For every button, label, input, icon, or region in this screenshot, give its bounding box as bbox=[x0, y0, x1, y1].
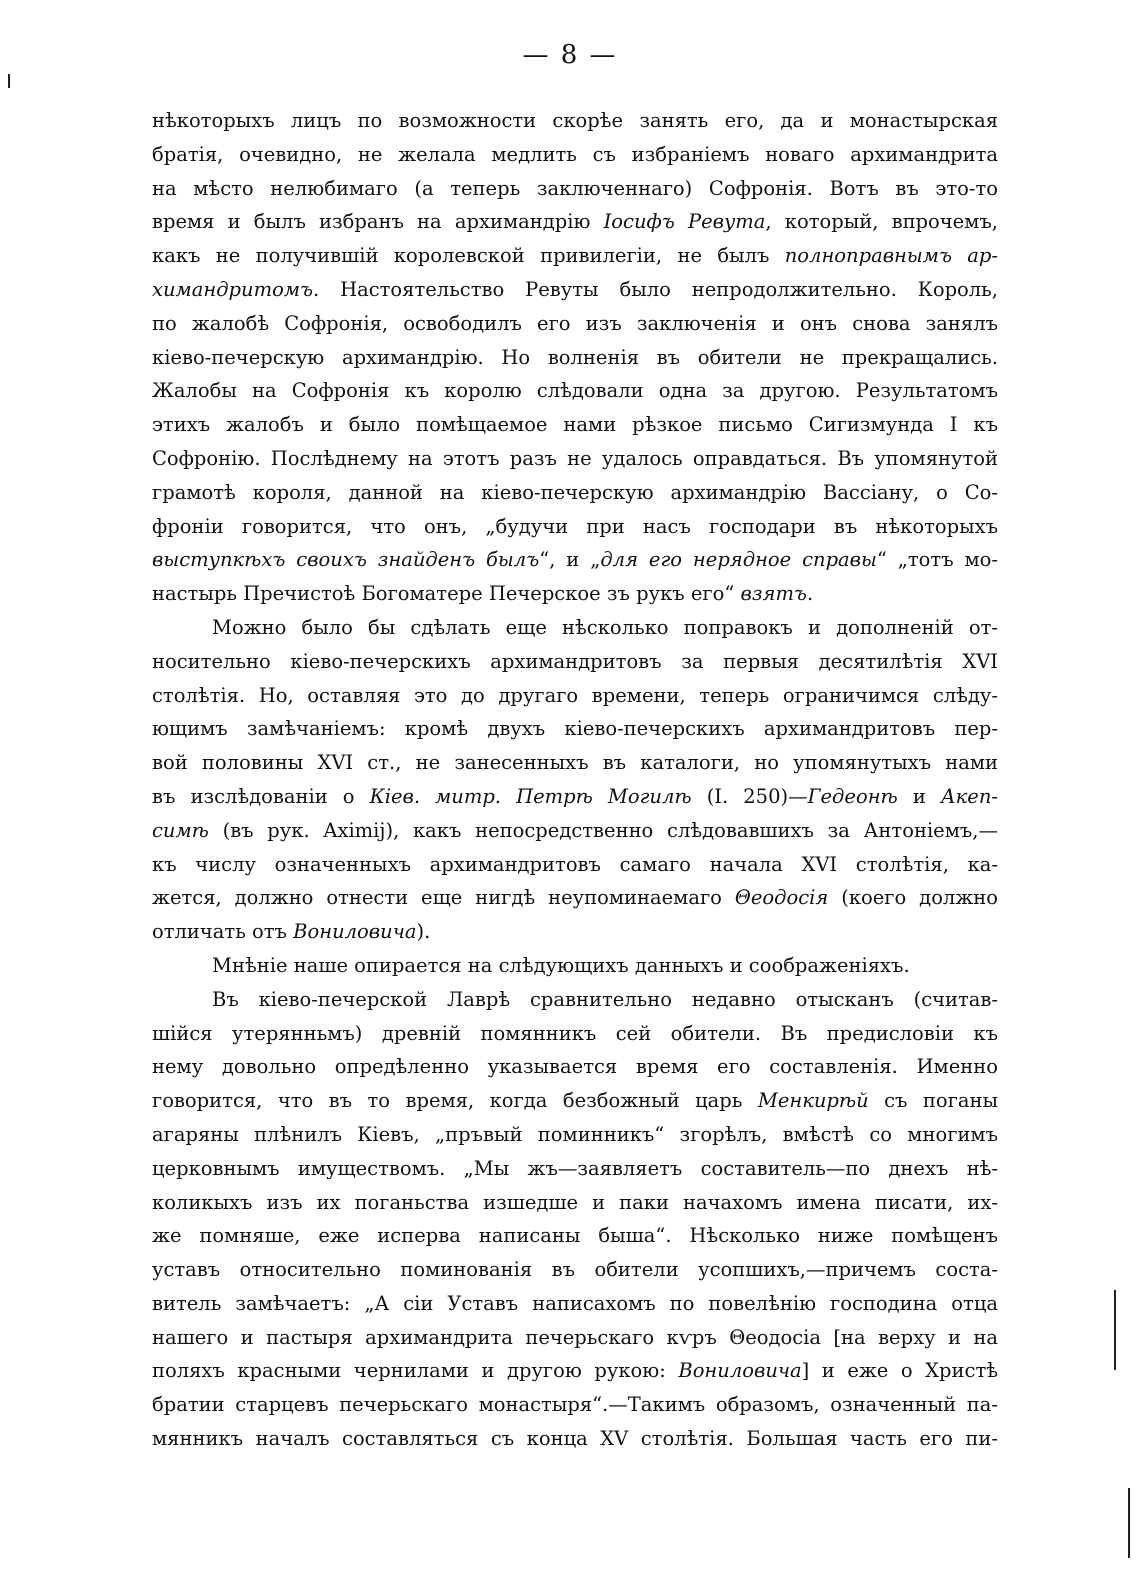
text-line bbox=[152, 374, 998, 408]
text-segment: . Настоятельство Ревуты было непродолжительно. Король, bbox=[313, 277, 998, 301]
text-segment: (коего должно bbox=[828, 886, 998, 910]
text-line bbox=[152, 1084, 998, 1118]
text-line bbox=[152, 949, 998, 983]
text-segment: агаряны плѣнилъ Кіевъ, „пръвый поминникъ“ згорѣлъ, вмѣстѣ со многимъ bbox=[152, 1122, 998, 1146]
text-line bbox=[152, 611, 998, 645]
text-segment: этихъ жалобъ и было помѣщаемое нами рѣзкое письмо Сигизмунда I къ bbox=[152, 413, 998, 437]
text-segment: ющимъ замѣчаніемъ: кромѣ двухъ кіево-печерскихъ архимандритовъ пер- bbox=[152, 717, 998, 741]
text-line bbox=[152, 138, 998, 172]
text-segment: фроніи говорится, что онъ, „будучи при насъ господари въ нѣкоторыхъ bbox=[152, 514, 998, 538]
text-line bbox=[152, 1321, 998, 1355]
text-segment: съ поганы bbox=[868, 1089, 998, 1113]
text-line bbox=[152, 814, 998, 848]
italic-text: полноправнымъ ар- bbox=[784, 244, 998, 268]
text-line bbox=[152, 712, 998, 746]
text-segment: ). bbox=[416, 920, 431, 944]
text-segment: Въ кіево-печерской Лаврѣ сравнительно недавно отысканъ (считав- bbox=[212, 987, 998, 1011]
text-line bbox=[152, 476, 998, 510]
text-segment: Софронію. Послѣднему на этотъ разъ не удалось оправдаться. Въ упомянутой bbox=[152, 446, 998, 470]
text-segment: (въ рук. Aximij), какъ непосредственно слѣдовавшихъ за Антоніемъ,— bbox=[208, 818, 998, 842]
text-segment: и bbox=[897, 784, 941, 808]
text-segment: коликыхъ изъ их поганьства изшедше и паки начахомъ имена писати, их- bbox=[152, 1190, 998, 1214]
text-line bbox=[152, 1287, 998, 1321]
text-segment: въ изслѣдованіи о bbox=[152, 784, 370, 808]
text-line bbox=[152, 442, 998, 476]
text-segment: по жалобѣ Софронія, освободилъ его изъ заключенія и онъ снова занялъ bbox=[152, 311, 998, 335]
text-line bbox=[152, 510, 998, 544]
text-segment: нашего и пастыря архимандрита печерьскаго кѵръ Θеодосіа [на верху и на bbox=[152, 1325, 998, 1349]
margin-mark bbox=[1128, 1488, 1130, 1558]
text-line bbox=[152, 1017, 998, 1051]
body-text bbox=[152, 104, 998, 1456]
text-line bbox=[152, 881, 998, 915]
text-line bbox=[152, 1253, 998, 1287]
text-segment: витель замѣчаетъ: „А сіи Уставъ написахомъ по повелѣнію господина отца bbox=[152, 1291, 998, 1315]
text-segment: нему довольно опредѣленно указывается время его составленія. Именно bbox=[152, 1055, 998, 1079]
text-line bbox=[152, 1354, 998, 1388]
text-segment: носительно кіево-печерскихъ архимандритовъ за первыя десятилѣтія XVI bbox=[152, 649, 998, 673]
text-segment: говорится, что въ то время, когда безбожный царь bbox=[152, 1089, 758, 1113]
text-segment: уставъ относительно поминованія въ обители усопшихъ,—причемъ соста- bbox=[152, 1258, 998, 1282]
text-segment: “, и „ bbox=[539, 548, 601, 572]
text-segment: мянникъ началъ составляться съ конца XV столѣтія. Большая часть его пи- bbox=[152, 1427, 998, 1451]
text-segment: церковнымъ имуществомъ. „Мы жъ—заявляетъ составитель—по днехъ нѣ- bbox=[152, 1156, 998, 1180]
text-line bbox=[152, 1152, 998, 1186]
text-segment: (I. 250)— bbox=[691, 784, 808, 808]
text-line bbox=[152, 408, 998, 442]
text-line bbox=[152, 104, 998, 138]
text-line bbox=[152, 915, 998, 949]
text-line bbox=[152, 848, 998, 882]
text-segment: нѣкоторыхъ лицъ по возможности скорѣе занять его, да и монастырская bbox=[152, 109, 998, 132]
text-line bbox=[152, 780, 998, 814]
text-line bbox=[152, 172, 998, 206]
italic-text: взятъ bbox=[740, 582, 807, 606]
italic-text: Іосифъ Ревута bbox=[603, 210, 766, 234]
text-segment: столѣтія. Но, оставляя это до другаго времени, теперь ограничимся слѣду- bbox=[152, 683, 998, 707]
text-segment: грамотѣ короля, данной на кіево-печерскую архимандрію Вассіану, о Со- bbox=[152, 480, 998, 504]
text-line bbox=[152, 577, 998, 611]
text-segment: кіево-печерскую архимандрію. Но волненія въ обители не прекращались. bbox=[152, 345, 998, 369]
text-line bbox=[152, 543, 998, 577]
text-line bbox=[152, 746, 998, 780]
italic-text: химандритомъ bbox=[152, 277, 313, 301]
text-segment: настырь Пречистоѣ Богоматере Печерское зъ рукъ его“ bbox=[152, 582, 741, 606]
text-line bbox=[152, 273, 998, 307]
text-line bbox=[152, 1388, 998, 1422]
text-segment: Жалобы на Софронія къ королю слѣдовали одна за другою. Результатомъ bbox=[152, 379, 998, 403]
italic-text: Гедеонѣ bbox=[807, 784, 898, 808]
text-line bbox=[152, 205, 998, 239]
text-segment: Можно было бы сдѣлать еще нѣсколько поправокъ и дополненій от- bbox=[212, 615, 998, 639]
italic-text: Менкирѣй bbox=[757, 1089, 869, 1113]
text-line bbox=[152, 341, 998, 375]
text-segment: вой половины XVI ст., не занесенныхъ въ каталоги, но упомянутыхъ нами bbox=[152, 751, 998, 775]
text-line bbox=[152, 1118, 998, 1152]
text-segment: братии старцевъ печерьскаго монастыря“.—Такимъ образомъ, означенный па- bbox=[152, 1393, 998, 1417]
text-segment: “ „тотъ мо- bbox=[876, 548, 998, 572]
margin-mark bbox=[8, 74, 10, 88]
text-line bbox=[152, 239, 998, 273]
italic-text: Вониловича bbox=[678, 1359, 802, 1383]
text-segment: же помняше, еже исперва написаны быша“. Нѣсколько ниже помѣщенъ bbox=[152, 1224, 998, 1248]
italic-text: симѣ bbox=[152, 818, 209, 842]
italic-text: Кіев. митр. Петрѣ Могилѣ bbox=[369, 784, 692, 808]
text-segment: , который, впрочемъ, bbox=[765, 210, 998, 234]
text-line bbox=[152, 645, 998, 679]
margin-mark bbox=[1114, 1290, 1116, 1370]
text-line bbox=[152, 983, 998, 1017]
text-line bbox=[152, 1219, 998, 1253]
text-segment: . bbox=[806, 582, 814, 606]
italic-text: для его нерядное справы bbox=[600, 548, 877, 572]
text-segment: къ числу означенныхъ архимандритовъ самаго начала XVI столѣтія, ка- bbox=[152, 852, 998, 876]
text-line bbox=[152, 1422, 998, 1456]
italic-text: выступкѣхъ своихъ знайденъ былъ bbox=[152, 548, 540, 572]
text-segment: шійся утерянньмъ) древній помянникъ сей обители. Въ предисловіи къ bbox=[152, 1021, 998, 1045]
text-segment: на мѣсто нелюбимаго (а теперь заключеннаго) Софронія. Вотъ въ это-то bbox=[152, 176, 998, 200]
text-segment: братія, очевидно, не желала медлить съ избраніемъ новаго архимандрита bbox=[152, 142, 998, 166]
text-segment: отличать отъ bbox=[152, 920, 294, 944]
text-segment: какъ не получившій королевской привилегіи, не былъ bbox=[152, 244, 785, 268]
italic-text: Акеп- bbox=[940, 784, 998, 808]
text-segment: Мнѣніе наше опирается на слѣдующихъ данныхъ и соображеніяхъ. bbox=[212, 953, 910, 977]
text-segment: ] и еже о Христѣ bbox=[801, 1359, 998, 1383]
italic-text: Вониловича bbox=[293, 920, 417, 944]
page-number: — 8 — bbox=[522, 40, 618, 70]
text-segment: жется, должно отнести еще нигдѣ неупоминаемаго bbox=[152, 886, 735, 910]
text-segment: время и былъ избранъ на архимандрію bbox=[152, 210, 604, 234]
italic-text: Θеодосія bbox=[734, 886, 829, 910]
text-segment: поляхъ красными чернилами и другою рукою: bbox=[152, 1359, 679, 1383]
text-line bbox=[152, 1186, 998, 1220]
text-line bbox=[152, 307, 998, 341]
text-line bbox=[152, 679, 998, 713]
text-line bbox=[152, 1050, 998, 1084]
